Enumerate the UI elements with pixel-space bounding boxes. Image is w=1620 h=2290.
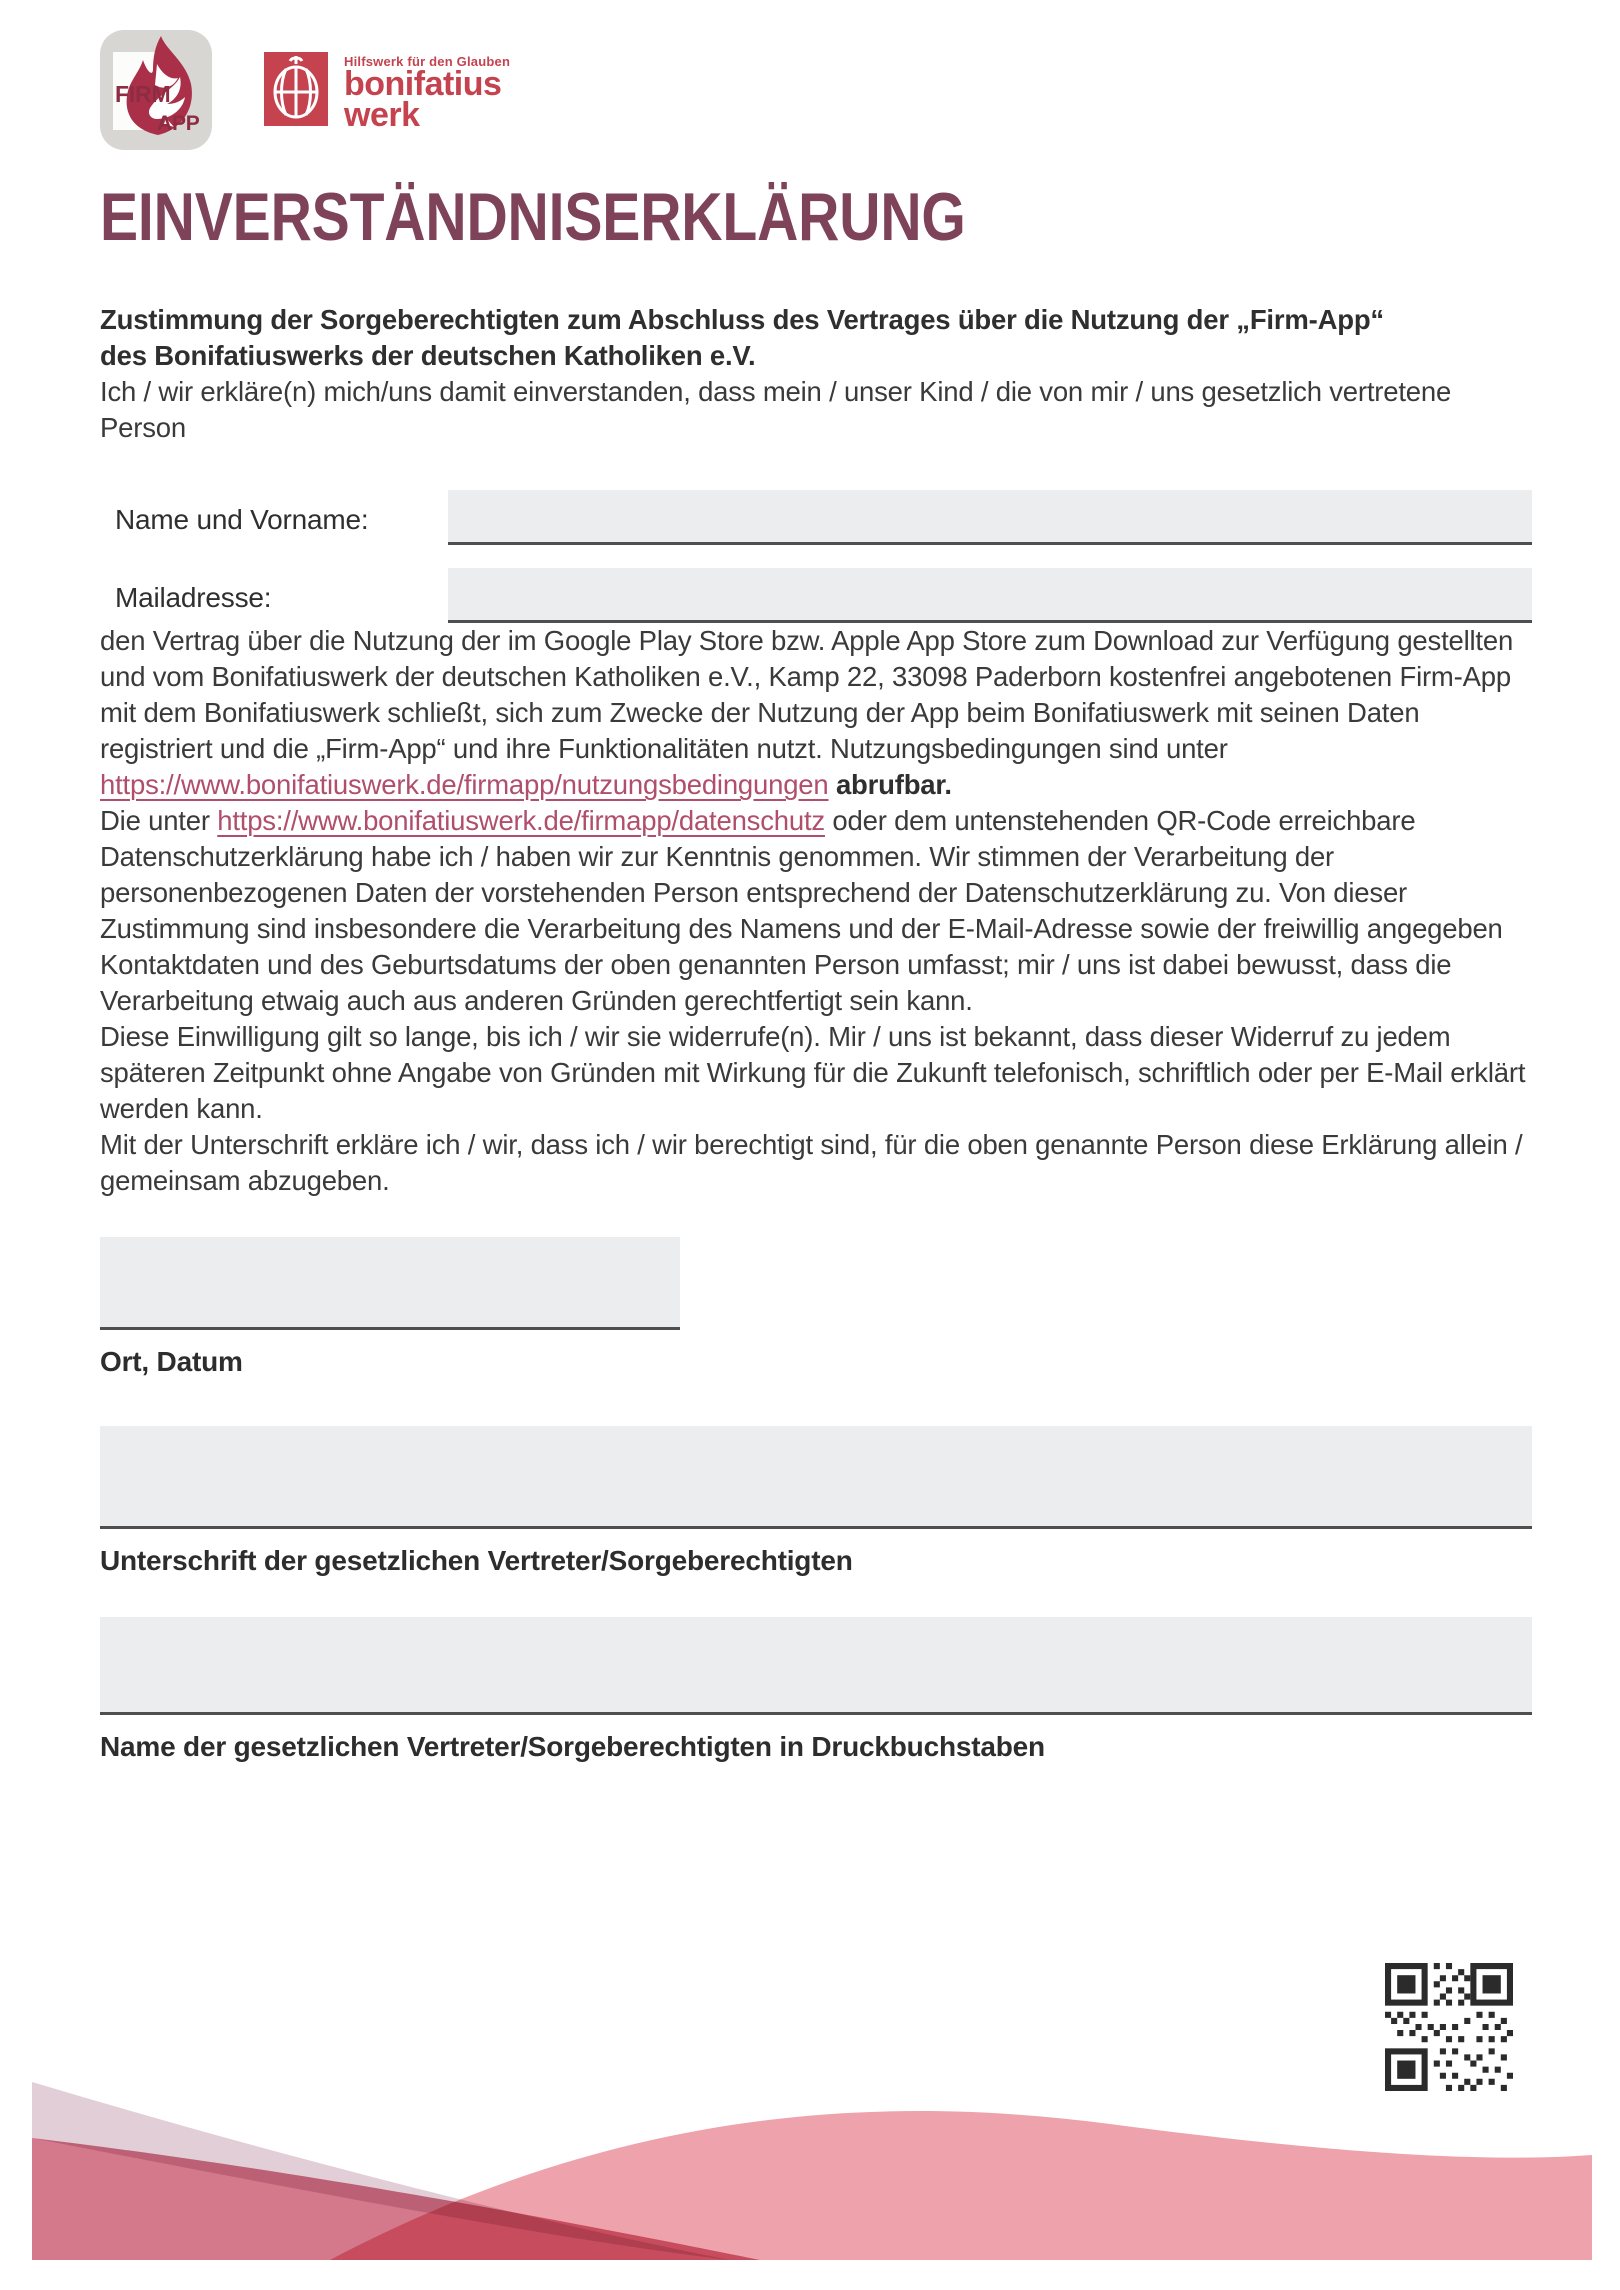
firm-app-logo — [100, 30, 212, 150]
header — [100, 30, 1532, 152]
firm-app-word-bottom: APP — [157, 112, 200, 135]
printed-name-label: Name der gesetzlichen Vertreter/Sorgeberechtigten in Druckbuchstaben — [100, 1731, 1045, 1762]
paragraph-privacy-before: Die unter — [100, 805, 218, 836]
firm-app-word-top: FIRM — [115, 81, 171, 107]
bonifatiuswerk-name-top: bonifatius — [344, 65, 502, 103]
paragraph-privacy — [100, 803, 1532, 1019]
subtitle-line1: Zustimmung der Sorgeberechtigten zum Abschluss des Vertrages über die Nutzung der „Firm-App“ — [100, 304, 1384, 335]
subtitle — [100, 302, 1532, 374]
paragraph-contract-text: den Vertrag über die Nutzung der im Google Play Store bzw. Apple App Store zum Download zur Verfügung gestellten und vom Bonifatiuswerk der deutschen Katholiken e.V., Kamp 22, 33098 Paderborn kostenfrei angebotenen Firm-App mit dem Bonifatiuswerk schließt, sich zum Zwecke der Nutzung der App beim Bonifatiuswerk mit seinen Daten registriert und die „Firm-App“ und ihre Funktionalitäten nutzt. Nutzungsbedingungen sind unter — [100, 625, 1514, 764]
place-date-label: Ort, Datum — [100, 1346, 243, 1377]
qr-code — [1385, 1963, 1513, 2091]
bonifatiuswerk-name-bottom: werk — [344, 96, 420, 134]
paragraph-contract — [100, 623, 1532, 803]
bonifatiuswerk-logo — [264, 52, 511, 134]
datenschutz-link[interactable]: https://www.bonifatiuswerk.de/firmapp/datenschutz — [217, 805, 825, 836]
name-field-label: Name und Vorname: — [115, 504, 369, 535]
intro-paragraph: Ich / wir erkläre(n) mich/uns damit einverstanden, dass mein / unser Kind / die von mir / uns gesetzlich vertretene Person — [100, 376, 1452, 443]
printed-name-field — [100, 1617, 1532, 1715]
form-field-email — [100, 568, 1532, 623]
page-title: EINVERSTÄNDNISERKLÄRUNG — [100, 179, 966, 255]
form-fields — [100, 490, 1532, 623]
bonifatiuswerk-tagline: Hilfswerk für den Glauben — [344, 54, 511, 69]
nutzungsbedingungen-link[interactable]: https://www.bonifatiuswerk.de/firmapp/nutzungsbedingungen — [100, 769, 829, 800]
firm-app-icon — [100, 30, 212, 150]
name-field-input — [448, 490, 1532, 545]
footer-wave-decoration — [0, 2052, 1620, 2290]
paragraph-revocation: Diese Einwilligung gilt so lange, bis ich / wir sie widerrufe(n). Mir / uns ist bekannt, dass dieser Widerruf zu jedem späteren Zeitpunkt ohne Angabe von Gründen mit Wirkung für die Zukunft telefonisch, schriftlich oder per E-Mail erklärt werden kann. — [100, 1021, 1526, 1124]
place-date-field — [100, 1237, 680, 1330]
email-field-label: Mailadresse: — [115, 582, 272, 613]
email-field-input — [448, 568, 1532, 623]
form-field-name — [100, 490, 1532, 545]
paragraph-contract-bold: abrufbar. — [828, 769, 952, 800]
paragraph-authority: Mit der Unterschrift erkläre ich / wir, dass ich / wir berechtigt sind, für die oben genannte Person diese Erklärung allein / gemeinsam abzugeben. — [100, 1129, 1523, 1196]
signature-label: Unterschrift der gesetzlichen Vertreter/Sorgeberechtigten — [100, 1545, 853, 1576]
subtitle-line2: des Bonifatiuswerks der deutschen Katholiken e.V. — [100, 340, 756, 371]
signature-field — [100, 1426, 1532, 1529]
bonifatiuswerk-emblem-icon — [264, 52, 328, 126]
paragraph-privacy-after: oder dem untenstehenden QR-Code erreichbare Datenschutzerklärung habe ich / haben wir zur Kenntnis genommen. Wir stimmen der Verarbeitung der personenbezogenen Daten der vorstehenden Person entsprechend der Datenschutzerklärung zu. Von dieser Zustimmung sind insbesondere die Verarbeitung des Namens und der E-Mail-Adresse sowie der freiwillig angegeben Kontaktdaten und des Geburtsdatums der oben genannten Person umfasst; mir / uns ist dabei bewusst, dass die Verarbeitung etwaig auch aus anderen Gründen gerechtfertigt sein kann. — [100, 805, 1503, 1016]
